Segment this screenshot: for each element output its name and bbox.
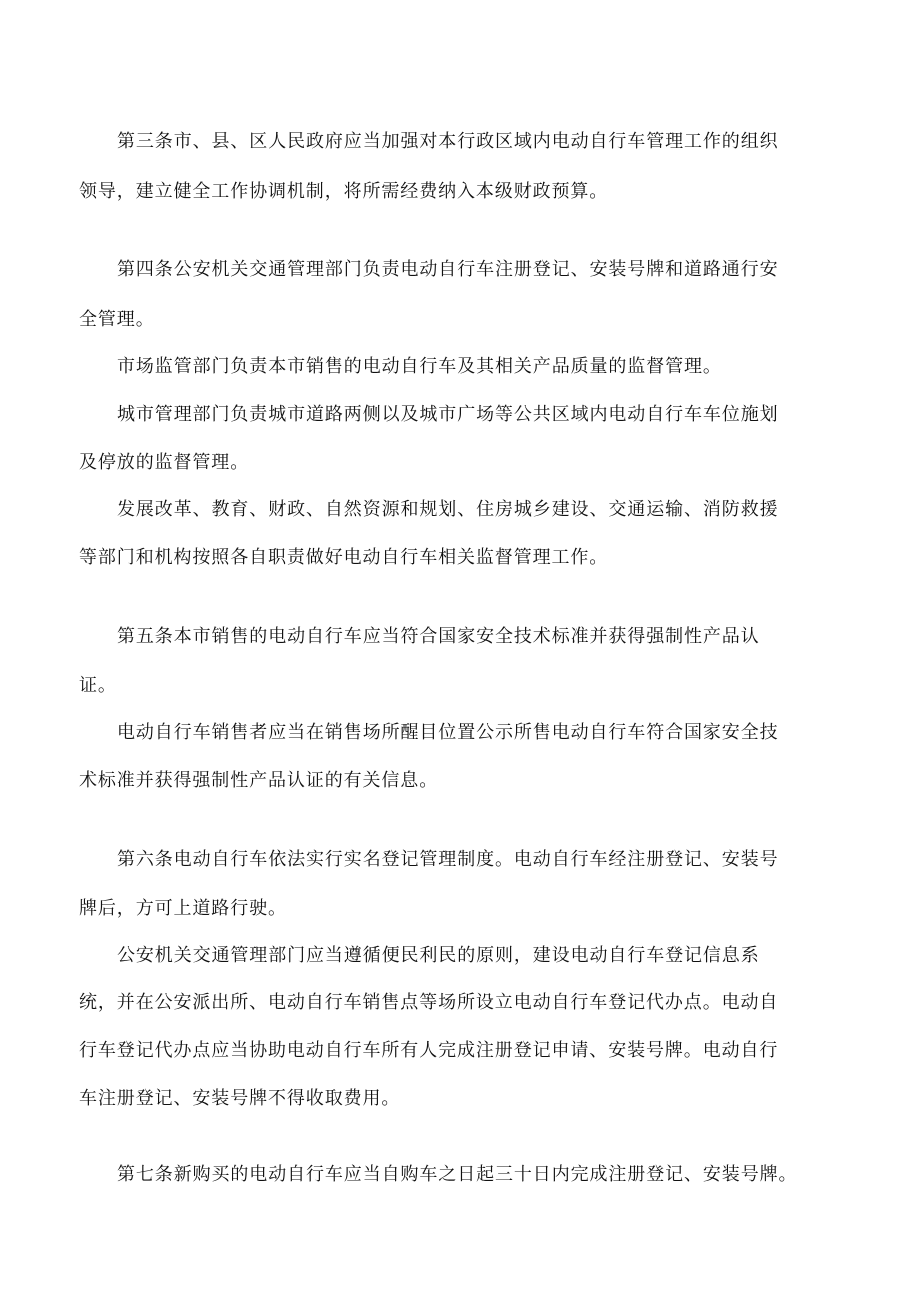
article-4-paragraph-4-line-2: 等部门和机构按照各自职责做好电动自行车相关监督管理工作。 xyxy=(79,547,609,568)
article-6-paragraph-2-line-3: 行车登记代办点应当协助电动自行车所有人完成注册登记申请、安装号牌。电动自行 xyxy=(79,1040,779,1061)
article-6-line-2: 牌后，方可上道路行驶。 xyxy=(79,898,287,919)
article-5-paragraph-2-line-1: 电动自行车销售者应当在销售场所醒目位置公示所售电动自行车符合国家安全技 xyxy=(117,722,779,743)
article-4-paragraph-3-line-2: 及停放的监督管理。 xyxy=(79,452,250,473)
article-6-line-1: 第六条电动自行车依法实行实名登记管理制度。电动自行车经注册登记、安装号 xyxy=(117,849,779,870)
article-5-paragraph-2-line-2: 术标准并获得强制性产品认证的有关信息。 xyxy=(79,770,439,791)
article-3-line-2: 领导，建立健全工作协调机制，将所需经费纳入本级财政预算。 xyxy=(79,181,609,202)
article-6-paragraph-2-line-2: 统，并在公安派出所、电动自行车销售点等场所设立电动自行车登记代办点。电动自 xyxy=(79,992,779,1013)
article-4-paragraph-4-line-1: 发展改革、教育、财政、自然资源和规划、住房城乡建设、交通运输、消防救援 xyxy=(117,499,779,520)
article-6-paragraph-2-line-4: 车注册登记、安装号牌不得收取费用。 xyxy=(79,1088,401,1109)
article-6-paragraph-2-line-1: 公安机关交通管理部门应当遵循便民利民的原则，建设电动自行车登记信息系 xyxy=(117,945,760,966)
article-4-line-1: 第四条公安机关交通管理部门负责电动自行车注册登记、安装号牌和道路通行安 xyxy=(117,259,779,280)
article-4-paragraph-3-line-1: 城市管理部门负责城市道路两侧以及城市广场等公共区域内电动自行车车位施划 xyxy=(117,404,779,425)
article-5-line-1: 第五条本市销售的电动自行车应当符合国家安全技术标准并获得强制性产品认 xyxy=(117,626,760,647)
article-4-line-2: 全管理。 xyxy=(79,309,155,330)
article-7-line-1: 第七条新购买的电动自行车应当自购车之日起三十日内完成注册登记、安装号牌。 xyxy=(117,1164,798,1185)
article-3-line-1: 第三条市、县、区人民政府应当加强对本行政区域内电动自行车管理工作的组织 xyxy=(117,131,779,152)
article-4-paragraph-2: 市场监管部门负责本市销售的电动自行车及其相关产品质量的监督管理。 xyxy=(117,356,722,377)
article-5-line-2: 证。 xyxy=(79,675,117,696)
